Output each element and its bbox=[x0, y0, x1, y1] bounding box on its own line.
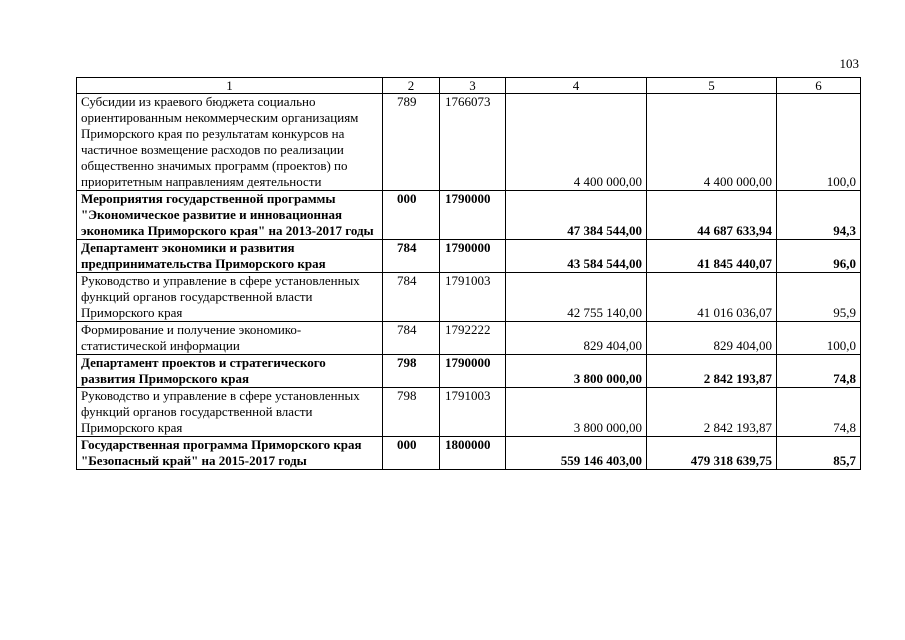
row-code-cell: 784 bbox=[383, 273, 440, 322]
row-planned-amount-cell: 3 800 000,00 bbox=[506, 388, 647, 437]
row-name-cell: Субсидии из краевого бюджета социально ориентированным некоммерческим организациям Приморского края по результатам конкурсов на частичное возмещение расходов по реализации общественно значимых программ (проектов) по приоритетным направлениям деятельности bbox=[77, 94, 383, 191]
row-percent-cell: 94,3 bbox=[777, 191, 861, 240]
row-name-cell: Государственная программа Приморского края "Безопасный край" на 2015-2017 годы bbox=[77, 437, 383, 470]
row-code-cell: 798 bbox=[383, 388, 440, 437]
table-row bbox=[77, 437, 861, 470]
row-target-code-cell: 1791003 bbox=[440, 273, 506, 322]
row-target-code-cell: 1790000 bbox=[440, 240, 506, 273]
table-row bbox=[77, 94, 861, 191]
row-name-cell: Департамент экономики и развития предпринимательства Приморского края bbox=[77, 240, 383, 273]
row-planned-amount-cell: 42 755 140,00 bbox=[506, 273, 647, 322]
page-number: 103 bbox=[839, 56, 859, 71]
row-actual-amount-cell: 4 400 000,00 bbox=[647, 94, 777, 191]
column-header: 3 bbox=[440, 78, 506, 94]
row-planned-amount-cell: 47 384 544,00 bbox=[506, 191, 647, 240]
row-actual-amount-cell: 829 404,00 bbox=[647, 322, 777, 355]
row-code-cell: 000 bbox=[383, 191, 440, 240]
row-name-cell: Руководство и управление в сфере установленных функций органов государственной власти Приморского края bbox=[77, 388, 383, 437]
row-name-cell: Мероприятия государственной программы "Экономическое развитие и инновационная экономика Приморского края" на 2013-2017 годы bbox=[77, 191, 383, 240]
row-planned-amount-cell: 4 400 000,00 bbox=[506, 94, 647, 191]
row-target-code-cell: 1790000 bbox=[440, 191, 506, 240]
table-row bbox=[77, 191, 861, 240]
table-row bbox=[77, 388, 861, 437]
row-actual-amount-cell: 41 845 440,07 bbox=[647, 240, 777, 273]
row-target-code-cell: 1800000 bbox=[440, 437, 506, 470]
column-header: 5 bbox=[647, 78, 777, 94]
row-planned-amount-cell: 829 404,00 bbox=[506, 322, 647, 355]
column-header: 4 bbox=[506, 78, 647, 94]
row-percent-cell: 74,8 bbox=[777, 355, 861, 388]
row-actual-amount-cell: 2 842 193,87 bbox=[647, 355, 777, 388]
row-planned-amount-cell: 43 584 544,00 bbox=[506, 240, 647, 273]
row-code-cell: 798 bbox=[383, 355, 440, 388]
row-percent-cell: 95,9 bbox=[777, 273, 861, 322]
row-percent-cell: 85,7 bbox=[777, 437, 861, 470]
row-name-cell: Департамент проектов и стратегического развития Приморского края bbox=[77, 355, 383, 388]
row-name-cell: Формирование и получение экономико-статистической информации bbox=[77, 322, 383, 355]
row-code-cell: 784 bbox=[383, 322, 440, 355]
column-header: 2 bbox=[383, 78, 440, 94]
row-target-code-cell: 1791003 bbox=[440, 388, 506, 437]
budget-table bbox=[76, 77, 861, 470]
row-planned-amount-cell: 3 800 000,00 bbox=[506, 355, 647, 388]
row-code-cell: 000 bbox=[383, 437, 440, 470]
column-header: 6 bbox=[777, 78, 861, 94]
row-target-code-cell: 1790000 bbox=[440, 355, 506, 388]
row-percent-cell: 100,0 bbox=[777, 322, 861, 355]
table-header-row bbox=[77, 78, 861, 94]
table-row bbox=[77, 355, 861, 388]
row-actual-amount-cell: 479 318 639,75 bbox=[647, 437, 777, 470]
table-row bbox=[77, 322, 861, 355]
row-actual-amount-cell: 2 842 193,87 bbox=[647, 388, 777, 437]
row-percent-cell: 96,0 bbox=[777, 240, 861, 273]
column-header: 1 bbox=[77, 78, 383, 94]
row-percent-cell: 74,8 bbox=[777, 388, 861, 437]
row-planned-amount-cell: 559 146 403,00 bbox=[506, 437, 647, 470]
table-row bbox=[77, 240, 861, 273]
row-target-code-cell: 1792222 bbox=[440, 322, 506, 355]
row-code-cell: 789 bbox=[383, 94, 440, 191]
row-code-cell: 784 bbox=[383, 240, 440, 273]
row-percent-cell: 100,0 bbox=[777, 94, 861, 191]
row-actual-amount-cell: 41 016 036,07 bbox=[647, 273, 777, 322]
table-row bbox=[77, 273, 861, 322]
row-target-code-cell: 1766073 bbox=[440, 94, 506, 191]
row-actual-amount-cell: 44 687 633,94 bbox=[647, 191, 777, 240]
row-name-cell: Руководство и управление в сфере установленных функций органов государственной власти Приморского края bbox=[77, 273, 383, 322]
